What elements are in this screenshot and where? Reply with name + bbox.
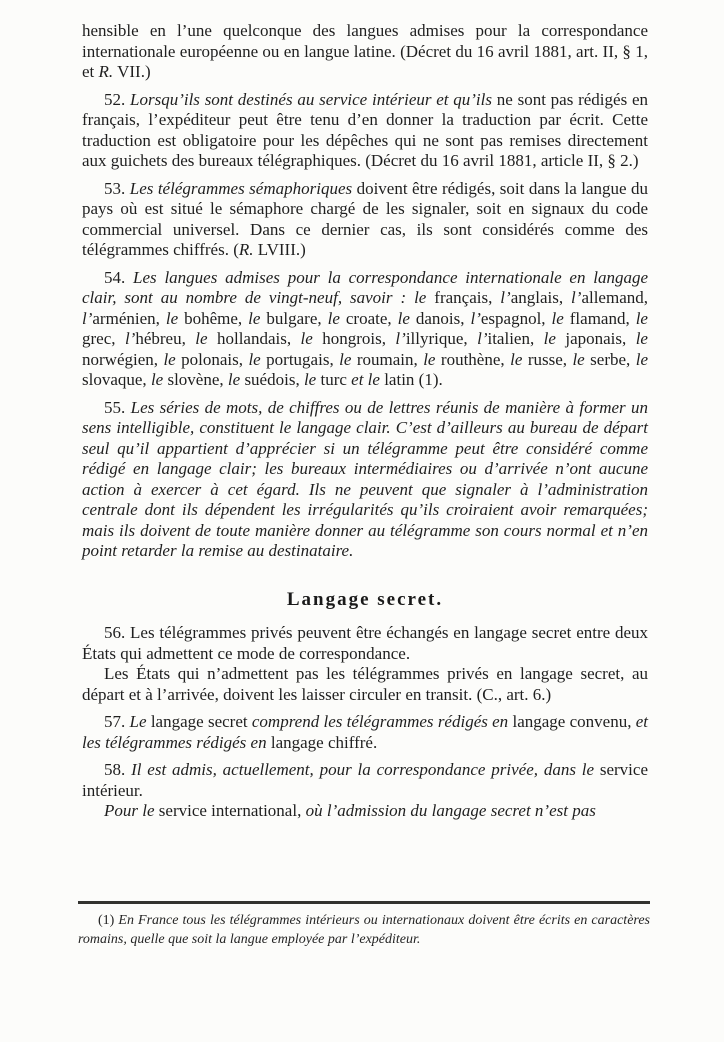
paragraph-53: 53. Les télégrammes sémaphoriques doivent être rédigés, soit dans la langue du pays où est situé le sémaphore chargé de les signaler, soit en signaux du code commercial universel. Dans ce dernier cas, ils sont considérés comme des télégrammes chiffrés. (R. LVIII.): [82, 178, 649, 259]
paragraph-52: 52. Lorsqu’ils sont destinés au service intérieur et qu’ils ne sont pas rédigés en français, l’expéditeur peut être tenu d’en donner la traduction par écrit. Cette traduction est obligatoire pour les dépêches qui ne sont pas remises directement aux guichets des bureaux télégraphiques. (Décret du 16 avril 1881, article II, § 2.): [82, 89, 649, 170]
footnote-1: (1) En France tous les télégrammes intérieurs ou internationaux doivent être écrits en caractères romains, quelle que soit la langue employée par l’expéditeur.: [78, 913, 650, 947]
paragraph-51-continuation: hensible en l’une quelconque des langues admises pour la correspondance internationale européenne ou en langue latine. (Décret du 16 avril 1881, art. II, § 1, et R. VII.): [82, 21, 648, 81]
paragraph-58: 58. Il est admis, actuellement, pour la correspondance privée, dans le service intérieur.: [82, 760, 648, 800]
paragraph-54: 54. Les langues admises pour la correspondance internationale en langage clair, sont au nombre de vingt-neuf, savoir : le français, l’anglais, l’allemand, l’arménien, le bohême, le bulgare, le croate, le danois, l’espagnol, le flamand, le grec, l’hébreu, le hollandais, le hongrois, l’illyrique, l’italien, le japonais, le norwégien, le polonais, le portugais, le roumain, le routhène, le russe, le serbe, le slovaque, le slovène, le suédois, le turc et le latin (1).: [82, 267, 649, 389]
paragraph-56: 56. Les télégrammes privés peuvent être échangés en langage secret entre deux États qui admettent ce mode de correspondance.: [82, 623, 648, 663]
paragraph-55: 55. Les séries de mots, de chiffres ou de lettres réunis de manière à former un sens intelligible, constituent le langage clair. C’est d’ailleurs au bureau de départ seul qu’il appartient d’apprécier si un télégramme peut être considéré comme rédigé en langage clair; les bureaux intermédiaires ou d’arrivée n’ont aucune action à exercer à cet égard. Ils ne peuvent que signaler à l’administration centrale dont ils dépendent les irrégularités qu’ils croiraient avoir remarquées; mais ils doivent de toute manière donner au télégramme son cours normal et n’en point retarder la remise au destinataire.: [82, 397, 648, 560]
paragraph-57: 57. Le langage secret comprend les télégrammes rédigés en langage convenu, et les télégrammes rédigés en langage chiffré.: [82, 712, 649, 752]
footnote-rule: [78, 901, 650, 904]
paragraph-58-continued: Pour le service international, où l’admission du langage secret n’est pas: [104, 801, 596, 820]
paragraph-56-continued: Les États qui n’admettent pas les télégrammes privés en langage secret, au départ et à l’arrivée, doivent les laisser circuler en transit. (C., art. 6.): [82, 664, 648, 704]
footnote-area: [78, 901, 650, 949]
section-heading-langage-secret: Langage secret.: [286, 588, 444, 610]
text-column: [82, 21, 648, 822]
